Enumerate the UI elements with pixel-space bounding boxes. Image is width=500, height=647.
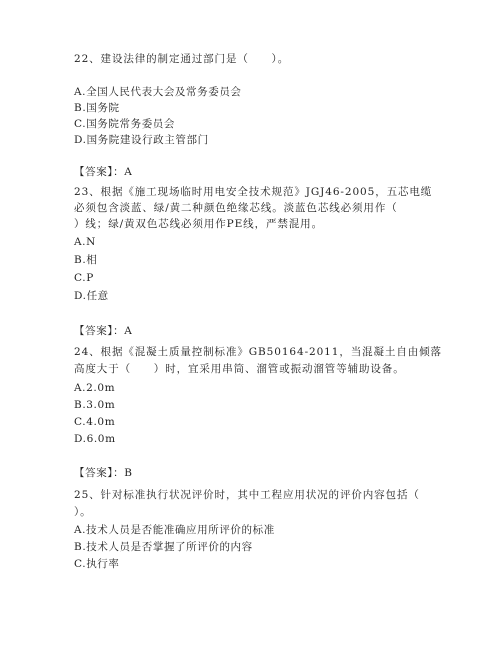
answer-24 (74, 466, 430, 481)
option-c: C.国务院常务委员会 (74, 118, 175, 130)
answer-label: 【答案】：B (74, 467, 133, 479)
question-23 (74, 185, 433, 304)
option-b: B.3.0m (74, 399, 116, 411)
answer-label: 【答案】：A (74, 325, 133, 337)
question-25 (74, 488, 430, 572)
question-24 (74, 345, 442, 447)
answer-23 (74, 324, 430, 339)
question-stem-line-1: 25、针对标准执行状况评价时，其中工程应用状况的评价内容包括（ (74, 489, 420, 501)
option-a: A.2.0m (74, 382, 116, 394)
question-stem: 22、建设法律的制定通过部门是（ ）。 (74, 53, 290, 65)
question-22 (74, 52, 430, 148)
option-d: D.6.0m (74, 433, 116, 445)
question-stem-line-2: 高度大于（ ）时，宜采用串筒、溜管或振动溜管等辅助设备。 (74, 363, 405, 375)
option-c: C.4.0m (74, 416, 116, 428)
answer-label: 【答案】：A (74, 166, 133, 178)
question-stem-line-2: 必须包含淡蓝、绿/黄二种颜色绝缘芯线。淡蓝色芯线必须用作（ (74, 202, 398, 214)
option-c: C.执行率 (74, 558, 120, 570)
option-b: B.国务院 (74, 102, 120, 114)
option-d: D.任意 (74, 290, 109, 302)
answer-22 (74, 165, 430, 180)
question-stem-line-1: 23、根据《施工现场临时用电安全技术规范》JGJ46-2005，五芯电缆 (74, 186, 433, 198)
option-d: D.国务院建设行政主管部门 (74, 134, 209, 146)
option-b: B.相 (74, 254, 98, 266)
option-a: A.技术人员是否能准确应用所评价的标准 (74, 524, 275, 536)
question-stem-line-2: ）。 (74, 506, 92, 518)
option-a: A.全国人民代表大会及常务委员会 (74, 86, 242, 98)
option-a: A.N (74, 236, 96, 248)
option-c: C.P (74, 272, 94, 284)
question-stem-line-1: 24、根据《混凝土质量控制标准》GB50164-2011，当混凝土自由倾落 (74, 346, 442, 358)
option-b: B.技术人员是否掌握了所评价的内容 (74, 541, 253, 553)
question-stem-line-3: ）线；绿/黄双色芯线必须用作PE线，严禁混用。 (74, 218, 323, 230)
